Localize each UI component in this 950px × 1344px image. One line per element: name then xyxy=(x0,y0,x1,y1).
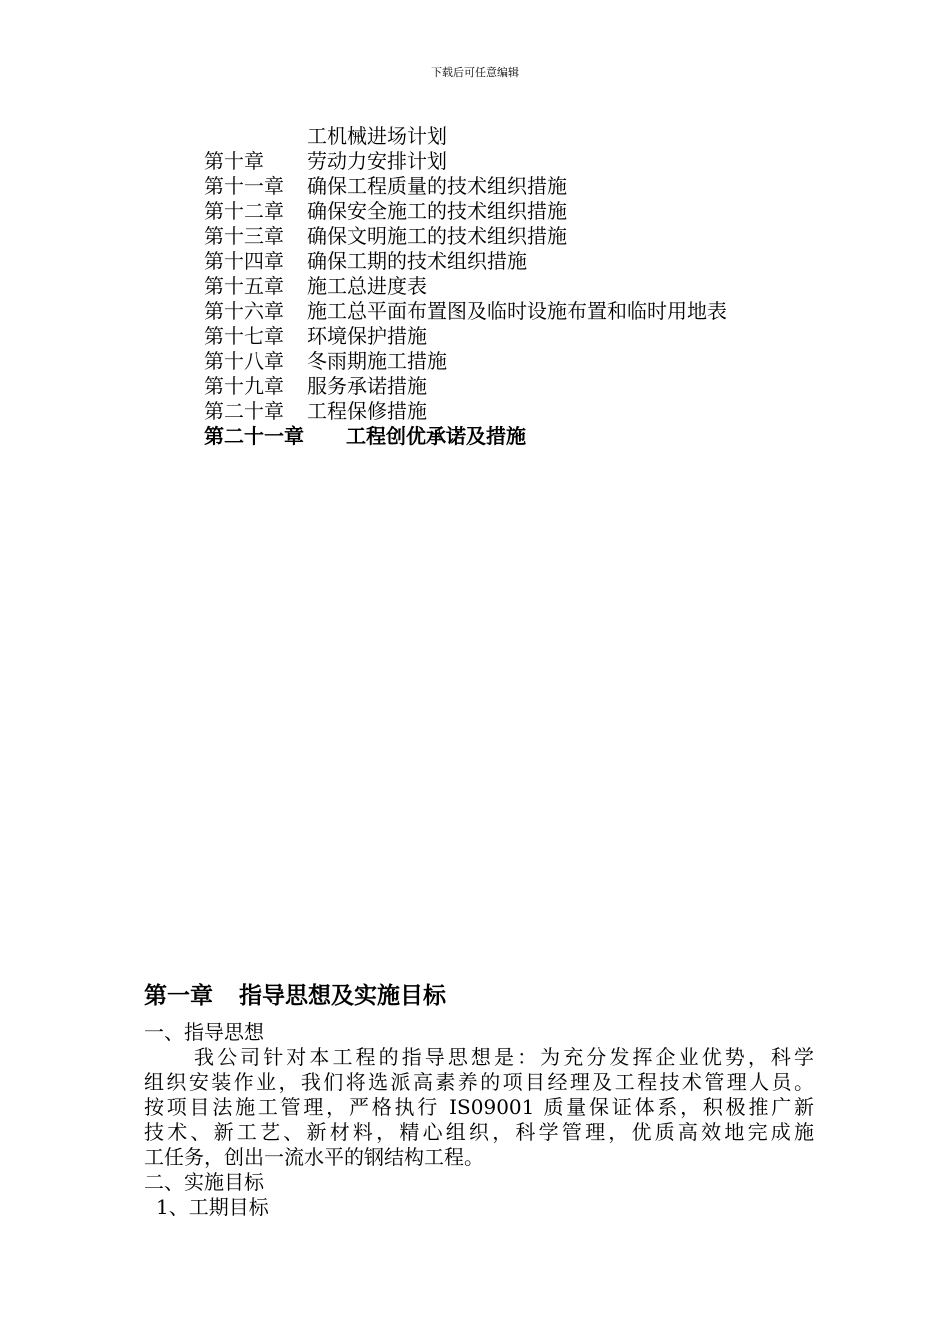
toc-item xyxy=(204,224,844,249)
table-of-contents xyxy=(204,124,844,449)
toc-item xyxy=(204,349,844,374)
toc-item-title: 服务承诺措施 xyxy=(307,374,427,398)
toc-item xyxy=(204,199,844,224)
section-heading: 二、实施目标 xyxy=(144,1170,264,1194)
toc-continuation-line xyxy=(204,124,844,149)
toc-item-chapter: 第十八章 xyxy=(204,349,284,373)
toc-item-chapter: 第十五章 xyxy=(204,274,284,298)
page-header: 下载后可任意编辑 xyxy=(431,66,519,79)
toc-item xyxy=(204,324,844,349)
toc-item xyxy=(204,249,844,274)
paragraph-line: 技术、新工艺、新材料，精心组织，科学管理，优质高效地完成施 xyxy=(144,1120,814,1144)
toc-item-chapter: 第二十章 xyxy=(204,399,284,423)
toc-item-title: 确保安全施工的技术组织措施 xyxy=(307,199,567,223)
toc-item xyxy=(204,399,844,424)
paragraph-line: 组织安装作业，我们将选派高素养的项目经理及工程技术管理人员。 xyxy=(144,1070,814,1094)
toc-item-title: 确保文明施工的技术组织措施 xyxy=(307,224,567,248)
toc-item-title: 施工总进度表 xyxy=(307,274,427,298)
toc-item-chapter: 第十一章 xyxy=(204,174,284,198)
toc-item-title: 冬雨期施工措施 xyxy=(307,349,447,373)
paragraph-line: 我公司针对本工程的指导思想是：为充分发挥企业优势，科学 xyxy=(194,1045,814,1069)
toc-item xyxy=(204,149,844,174)
toc-item-chapter: 第十六章 xyxy=(204,299,284,323)
subsection-heading: 1、工期目标 xyxy=(156,1195,269,1219)
toc-item-title: 施工总平面布置图及临时设施布置和临时用地表 xyxy=(307,299,727,323)
section-heading: 一、指导思想 xyxy=(144,1020,264,1044)
toc-item-title: 确保工期的技术组织措施 xyxy=(307,249,527,273)
toc-item-chapter: 第十二章 xyxy=(204,199,284,223)
toc-item-title: 工程保修措施 xyxy=(307,399,427,423)
toc-item-title: 工机械进场计划 xyxy=(307,124,447,148)
chapter-number: 第一章 xyxy=(144,983,213,1009)
paragraph-line: 按项目法施工管理，严格执行 IS09001 质量保证体系，积极推广新 xyxy=(144,1095,814,1119)
toc-item xyxy=(204,174,844,199)
toc-item xyxy=(204,299,844,324)
chapter-title: 指导思想及实施目标 xyxy=(239,983,446,1009)
toc-item-title: 确保工程质量的技术组织措施 xyxy=(307,174,567,198)
toc-item-chapter: 第十九章 xyxy=(204,374,284,398)
toc-item-chapter: 第十四章 xyxy=(204,249,284,273)
chapter-heading xyxy=(144,980,446,1012)
toc-item-chapter: 第二十一章 xyxy=(204,424,304,448)
toc-item xyxy=(204,374,844,399)
toc-item-title: 环境保护措施 xyxy=(307,324,427,348)
paragraph-line: 工任务，创出一流水平的钢结构工程。 xyxy=(144,1145,484,1169)
toc-item-title: 劳动力安排计划 xyxy=(307,149,447,173)
toc-item-chapter: 第十三章 xyxy=(204,224,284,248)
toc-item xyxy=(204,424,844,449)
chapter-body xyxy=(144,1020,814,1220)
toc-item-title: 工程创优承诺及措施 xyxy=(346,424,526,448)
toc-item xyxy=(204,274,844,299)
toc-item-chapter: 第十章 xyxy=(204,149,264,173)
toc-item-chapter: 第十七章 xyxy=(204,324,284,348)
